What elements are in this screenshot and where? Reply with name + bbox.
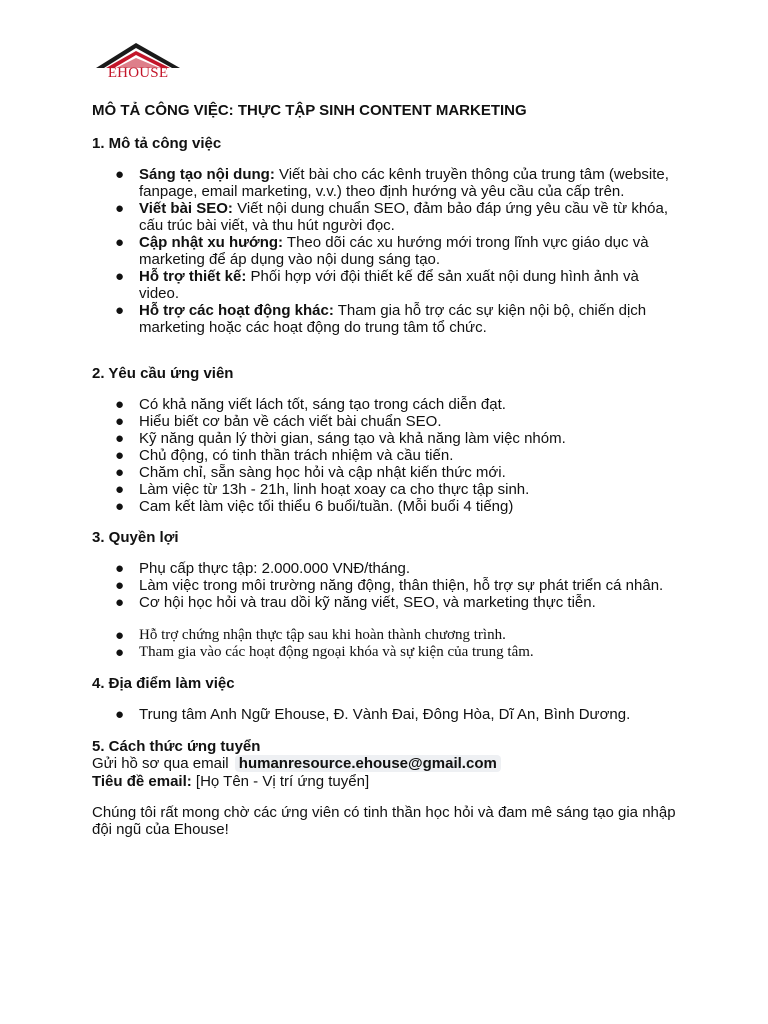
list-item: ● Hỗ trợ các hoạt động khác: Tham gia hỗ trợ các sự kiện nội bộ, chiến dịch marketing hoặc các hoạt động do trung tâm tổ chức. <box>115 302 647 336</box>
list-item: ● Cam kết làm việc tối thiểu 6 buổi/tuần. (Mỗi buổi 4 tiếng) <box>115 498 514 515</box>
item-text: Theo dõi các xu hướng mới trong lĩnh vực giáo dục và marketing để áp dụng vào nội dung sáng tạo. <box>139 234 649 268</box>
item-label: Viết bài SEO: <box>139 200 233 217</box>
list-item: ● Phụ cấp thực tập: 2.000.000 VNĐ/tháng. <box>115 560 411 577</box>
list-item: ● Hỗ trợ thiết kế: Phối hợp với đội thiết kế để sản xuất nội dung hình ảnh và video. <box>115 268 639 302</box>
list-item: ● Cơ hội học hỏi và trau dồi kỹ năng viết, SEO, và marketing thực tiễn. <box>115 594 596 611</box>
section-heading-job-description: 1. Mô tả công việc <box>92 135 222 152</box>
list-item: ● Hỗ trợ chứng nhận thực tập sau khi hoàn thành chương trình. <box>115 627 506 644</box>
email-subject-value: [Họ Tên - Vị trí ứng tuyển] <box>191 773 370 790</box>
list-item: ● Chủ động, có tinh thần trách nhiệm và cầu tiến. <box>115 447 454 464</box>
section-heading-how-to-apply: 5. Cách thức ứng tuyển <box>92 738 261 755</box>
requirements-list <box>92 396 682 515</box>
item-text: Tham gia hỗ trợ các sự kiện nội bộ, chiến dịch marketing hoặc các hoạt động do trung tâm tổ chức. <box>139 302 647 336</box>
section-heading-requirements: 2. Yêu cầu ứng viên <box>92 365 234 382</box>
email-subject-label: Tiêu đề email: <box>92 773 192 790</box>
item-label: Hỗ trợ các hoạt động khác: <box>139 302 334 319</box>
list-item: ● Hiểu biết cơ bản về cách viết bài chuẩn SEO. <box>115 413 442 430</box>
email-link[interactable]: humanresource.ehouse@gmail.com <box>235 755 501 772</box>
list-item: ● Có khả năng viết lách tốt, sáng tạo trong cách diễn đạt. <box>115 396 506 413</box>
section-heading-location: 4. Địa điểm làm việc <box>92 675 235 692</box>
item-label: Sáng tạo nội dung: <box>139 166 275 183</box>
list-item: ● Viết bài SEO: Viết nội dung chuẩn SEO, đảm bảo đáp ứng yêu cầu về từ khóa, cấu trúc bài viết, và thu hút người đọc. <box>115 200 669 234</box>
closing-paragraph: Chúng tôi rất mong chờ các ứng viên có tinh thần học hỏi và đam mê sáng tạo gia nhập đội ngũ của Ehouse! <box>92 804 676 838</box>
list-item: ● Sáng tạo nội dung: Viết bài cho các kênh truyền thông của trung tâm (website, fanpage, email marketing, v.v.) theo định hướng và yêu cầu của cấp trên. <box>115 166 669 200</box>
logo-text: EHOUSE <box>107 65 169 81</box>
benefits-list-extra <box>92 627 682 661</box>
document-title: MÔ TẢ CÔNG VIỆC: THỰC TẬP SINH CONTENT MARKETING <box>92 102 527 119</box>
benefits-list <box>92 560 682 611</box>
section-heading-benefits: 3. Quyền lợi <box>92 529 179 546</box>
item-text: Viết bài cho các kênh truyền thông của trung tâm (website, fanpage, email marketing, v.v.) theo định hướng và yêu cầu của cấp trên. <box>139 166 669 200</box>
list-item: ● Tham gia vào các hoạt động ngoại khóa và sự kiện của trung tâm. <box>115 644 534 661</box>
list-item: ● Kỹ năng quản lý thời gian, sáng tạo và khả năng làm việc nhóm. <box>115 430 566 447</box>
send-email-prefix: Gửi hồ sơ qua email <box>92 755 229 772</box>
list-item: ● Chăm chỉ, sẵn sàng học hỏi và cập nhật kiến thức mới. <box>115 464 506 481</box>
item-text: Viết nội dung chuẩn SEO, đảm bảo đáp ứng yêu cầu về từ khóa, cấu trúc bài viết, và thu hút người đọc. <box>139 200 669 234</box>
list-item: ● Cập nhật xu hướng: Theo dõi các xu hướng mới trong lĩnh vực giáo dục và marketing để áp dụng vào nội dung sáng tạo. <box>115 234 649 268</box>
item-label: Hỗ trợ thiết kế: <box>139 268 247 285</box>
location-list <box>92 706 682 723</box>
item-text: Phối hợp với đội thiết kế để sản xuất nội dung hình ảnh và video. <box>139 268 639 302</box>
list-item: ● Làm việc từ 13h - 21h, linh hoạt xoay ca cho thực tập sinh. <box>115 481 530 498</box>
list-item: ● Trung tâm Anh Ngữ Ehouse, Đ. Vành Đai, Đông Hòa, Dĩ An, Bình Dương. <box>115 706 631 723</box>
list-item: ● Làm việc trong môi trường năng động, thân thiện, hỗ trợ sự phát triển cá nhân. <box>115 577 664 594</box>
send-email-line <box>92 755 501 772</box>
item-label: Cập nhật xu hướng: <box>139 234 284 251</box>
company-logo <box>92 40 184 84</box>
email-subject-line <box>92 773 369 790</box>
job-description-list <box>92 166 682 336</box>
